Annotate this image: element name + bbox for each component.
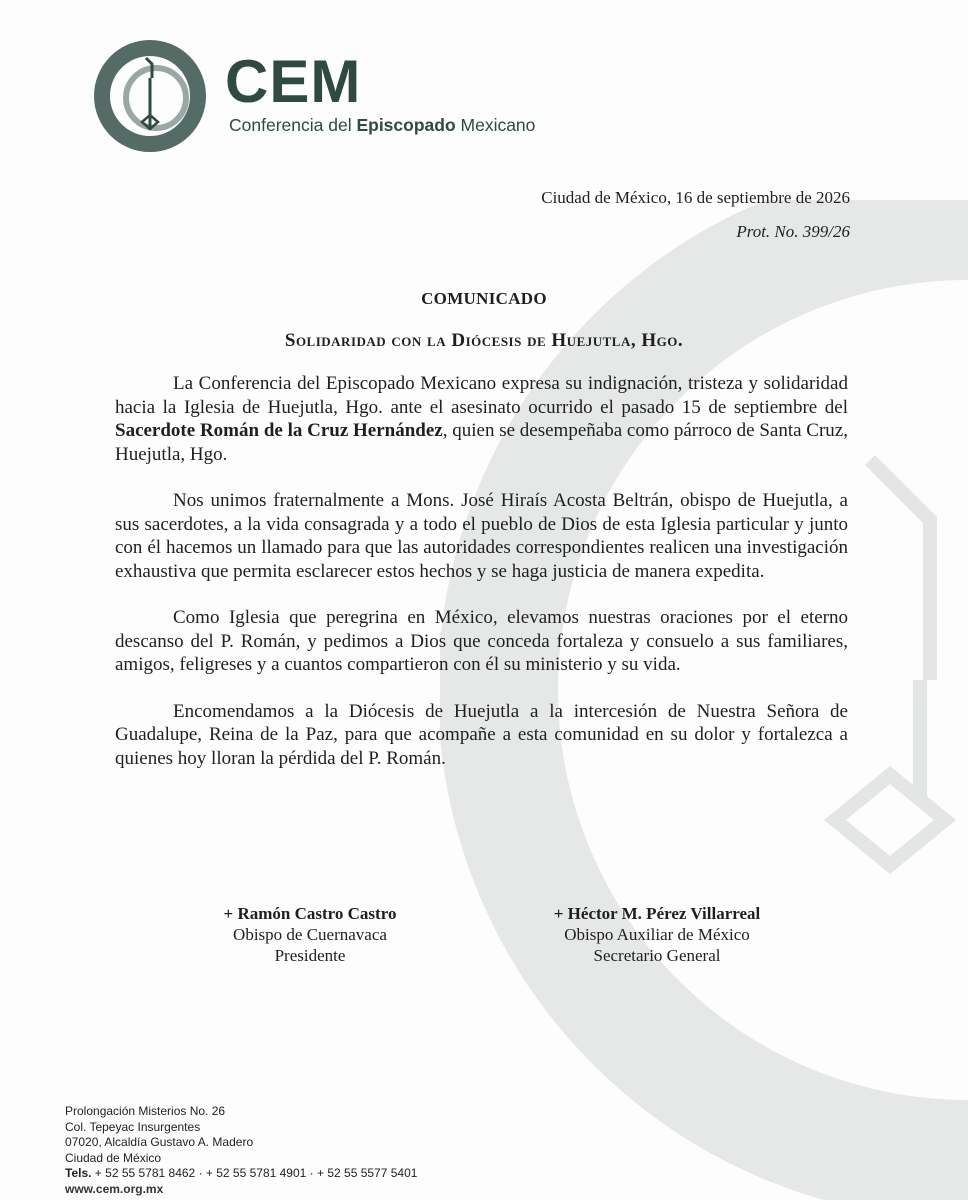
footer-tels-label: Tels. <box>65 1166 92 1181</box>
signature-left <box>140 903 480 966</box>
footer-contact <box>65 1104 417 1198</box>
signature-right <box>487 903 827 966</box>
footer-tels-numbers: + 52 55 5781 8462 · + 52 55 5781 4901 · + 52 55 5577 5401 <box>91 1166 418 1181</box>
paragraph-4: Encomendamos a la Diócesis de Huejutla a la intercesión de Nuestra Señora de Guadalupe, Reina de la Paz, para que acompañe a esta comunidad en su dolor y fortalezca a quienes hoy lloran la pérdida del P. Román. <box>115 700 848 769</box>
document-subtitle: Solidaridad con la Diócesis de Huejutla, Hgo. <box>284 330 684 351</box>
logo-organization-name <box>229 115 535 136</box>
document-title: COMUNICADO <box>421 289 547 308</box>
footer-phones <box>65 1166 417 1182</box>
signature-left-role2: Presidente <box>274 946 346 965</box>
document-body <box>115 372 848 793</box>
signature-right-role1: Obispo Auxiliar de México <box>564 925 750 944</box>
paragraph-1-end: , quien se desempeñaba como párroco de Santa Cruz, Huejutla, Hgo. <box>115 420 848 465</box>
signature-right-role2: Secretario General <box>593 946 721 965</box>
paragraph-2: Nos unimos fraternalmente a Mons. José Hiraís Acosta Beltrán, obispo de Huejutla, a sus sacerdotes, a la vida consagrada y a todo el pueblo de Dios de esta Iglesia particular y junto con él hacemos un llamado para que las autoridades correspondientes realicen una investigación exhaustiva que permita esclarecer estos hechos y se haga justicia de manera expedita. <box>115 490 848 582</box>
footer-address-2: Col. Tepeyac Insurgentes <box>65 1119 201 1134</box>
footer-address-3: 07020, Alcaldía Gustavo A. Madero <box>65 1135 254 1150</box>
footer-address-1: Prolongación Misterios No. 26 <box>65 1104 226 1118</box>
logo-name-bold: Episcopado <box>356 115 456 135</box>
paragraph-3: Como Iglesia que peregrina en México, elevamos nuestras oraciones por el eterno descanso del P. Román, y pedimos a Dios que conceda fortaleza y consuelo a sus familiares, amigos, feligreses y a cuantos compartieron con él su ministerio y su vida. <box>115 607 848 675</box>
signature-right-name: + Héctor M. Pérez Villarreal <box>553 904 761 923</box>
cem-cross-circle-icon <box>92 38 212 158</box>
signature-left-role1: Obispo de Cuernavaca <box>233 925 387 944</box>
logo-name-part2: Mexicano <box>455 115 536 135</box>
paragraph-1 <box>115 372 848 466</box>
logo-acronym: CEM <box>225 48 362 115</box>
footer-address-4: Ciudad de México <box>65 1150 162 1165</box>
footer-website-link[interactable]: www.cem.org.mx <box>65 1181 164 1196</box>
cem-logo <box>92 38 552 158</box>
paragraph-1-start: La Conferencia del Episcopado Mexicano expresa su indignación, tristeza y solidaridad hacia la Iglesia de Huejutla, Hgo. ante el asesinato ocurrido el pasado 15 de septiembre del <box>115 373 848 418</box>
logo-name-part1: Conferencia del <box>229 115 357 135</box>
signature-left-name: + Ramón Castro Castro <box>223 904 397 923</box>
paragraph-1-bold-name: Sacerdote Román de la Cruz Hernández <box>115 420 443 441</box>
protocol-number: Prot. No. 399/26 <box>736 222 850 241</box>
place-date: Ciudad de México, 16 de septiembre de 2026 <box>541 188 850 207</box>
